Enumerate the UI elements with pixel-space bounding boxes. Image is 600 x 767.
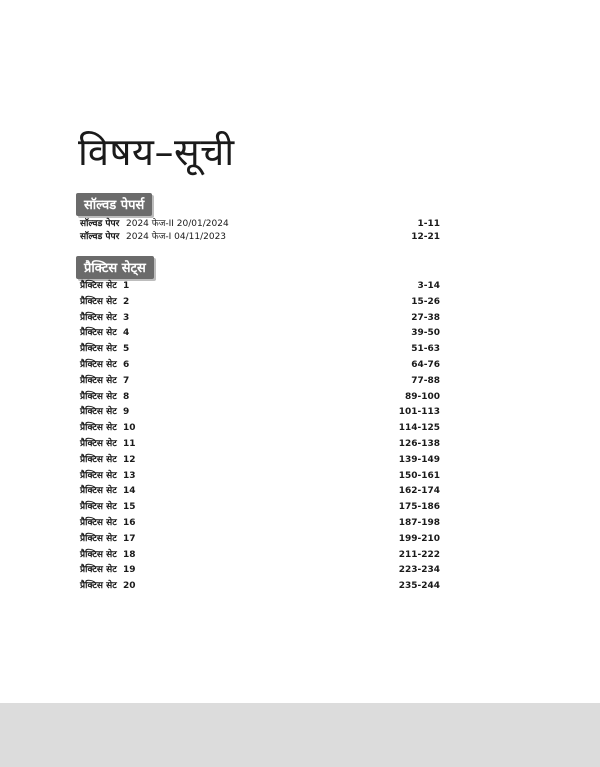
- row-pages: 39-50: [411, 328, 440, 339]
- row-number: 20: [123, 581, 136, 592]
- row-pages: 101-113: [398, 407, 440, 418]
- row-label: प्रैक्टिस सेट: [80, 391, 117, 402]
- row-pages: 114-125: [398, 423, 440, 434]
- row-number: 17: [123, 533, 136, 544]
- row-pages: 89-100: [404, 391, 440, 402]
- row-label: प्रैक्टिस सेट: [80, 360, 117, 370]
- section-heading-solved-papers: सॉल्वड पेपर्स: [76, 193, 152, 216]
- row-label: प्रैक्टिस सेट: [80, 502, 117, 513]
- row-pages: 12-21: [411, 232, 440, 242]
- row-pages: 235-244: [398, 581, 440, 592]
- row-number: 6: [123, 360, 130, 370]
- row-number: 16: [123, 518, 136, 528]
- row-description: 2024 फेज-I 04/11/2023: [126, 232, 227, 242]
- row-pages: 199-210: [398, 533, 440, 544]
- row-number: 14: [123, 486, 136, 497]
- row-label: प्रैक्टिस सेट: [80, 296, 117, 307]
- row-pages: 3-14: [417, 281, 440, 291]
- row-label: सॉल्वड पेपर: [80, 232, 120, 242]
- row-pages: 187-198: [398, 518, 440, 528]
- row-number: 1: [123, 281, 130, 291]
- row-pages: 64-76: [411, 360, 440, 370]
- row-number: 4: [123, 328, 130, 339]
- row-number: 19: [123, 565, 136, 576]
- page-title: विषय–सूची: [78, 130, 235, 174]
- row-label: प्रैक्टिस सेट: [80, 518, 117, 528]
- row-pages: 162-174: [398, 486, 440, 497]
- row-number: 13: [123, 470, 136, 481]
- row-number: 9: [123, 407, 130, 418]
- row-number: 11: [123, 439, 136, 449]
- row-label: प्रैक्टिस सेट: [80, 407, 117, 418]
- row-pages: 77-88: [411, 375, 440, 386]
- row-number: 2: [123, 296, 130, 307]
- row-label: प्रैक्टिस सेट: [80, 439, 117, 449]
- row-label: प्रैक्टिस सेट: [80, 328, 117, 339]
- footer-band: [0, 703, 600, 767]
- row-pages: 175-186: [398, 502, 440, 513]
- row-label: प्रैक्टिस सेट: [80, 454, 117, 465]
- row-number: 3: [123, 312, 130, 323]
- row-label: सॉल्वड पेपर: [80, 219, 120, 229]
- row-pages: 211-222: [398, 549, 440, 560]
- row-label: प्रैक्टिस सेट: [80, 581, 117, 592]
- row-number: 12: [123, 454, 136, 465]
- row-number: 7: [123, 375, 130, 386]
- row-description: 2024 फेज-II 20/01/2024: [126, 219, 229, 229]
- section-heading-practice-sets: प्रैक्टिस सेट्स: [76, 256, 154, 279]
- row-label: प्रैक्टिस सेट: [80, 549, 117, 560]
- row-label: प्रैक्टिस सेट: [80, 486, 117, 497]
- row-number: 8: [123, 391, 130, 402]
- row-label: प्रैक्टिस सेट: [80, 423, 117, 434]
- row-pages: 51-63: [411, 344, 440, 355]
- row-label: प्रैक्टिस सेट: [80, 375, 117, 386]
- row-pages: 1-11: [417, 219, 440, 229]
- row-label: प्रैक्टिस सेट: [80, 565, 117, 576]
- row-pages: 139-149: [398, 454, 440, 465]
- row-pages: 223-234: [398, 565, 440, 576]
- row-label: प्रैक्टिस सेट: [80, 281, 117, 291]
- row-number: 18: [123, 549, 136, 560]
- row-number: 5: [123, 344, 130, 355]
- row-number: 10: [123, 423, 136, 434]
- row-pages: 15-26: [411, 296, 440, 307]
- row-label: प्रैक्टिस सेट: [80, 533, 117, 544]
- row-label: प्रैक्टिस सेट: [80, 344, 117, 355]
- row-pages: 126-138: [398, 439, 440, 449]
- row-pages: 27-38: [411, 312, 440, 323]
- row-label: प्रैक्टिस सेट: [80, 312, 117, 323]
- row-pages: 150-161: [398, 470, 440, 481]
- row-number: 15: [123, 502, 136, 513]
- row-label: प्रैक्टिस सेट: [80, 470, 117, 481]
